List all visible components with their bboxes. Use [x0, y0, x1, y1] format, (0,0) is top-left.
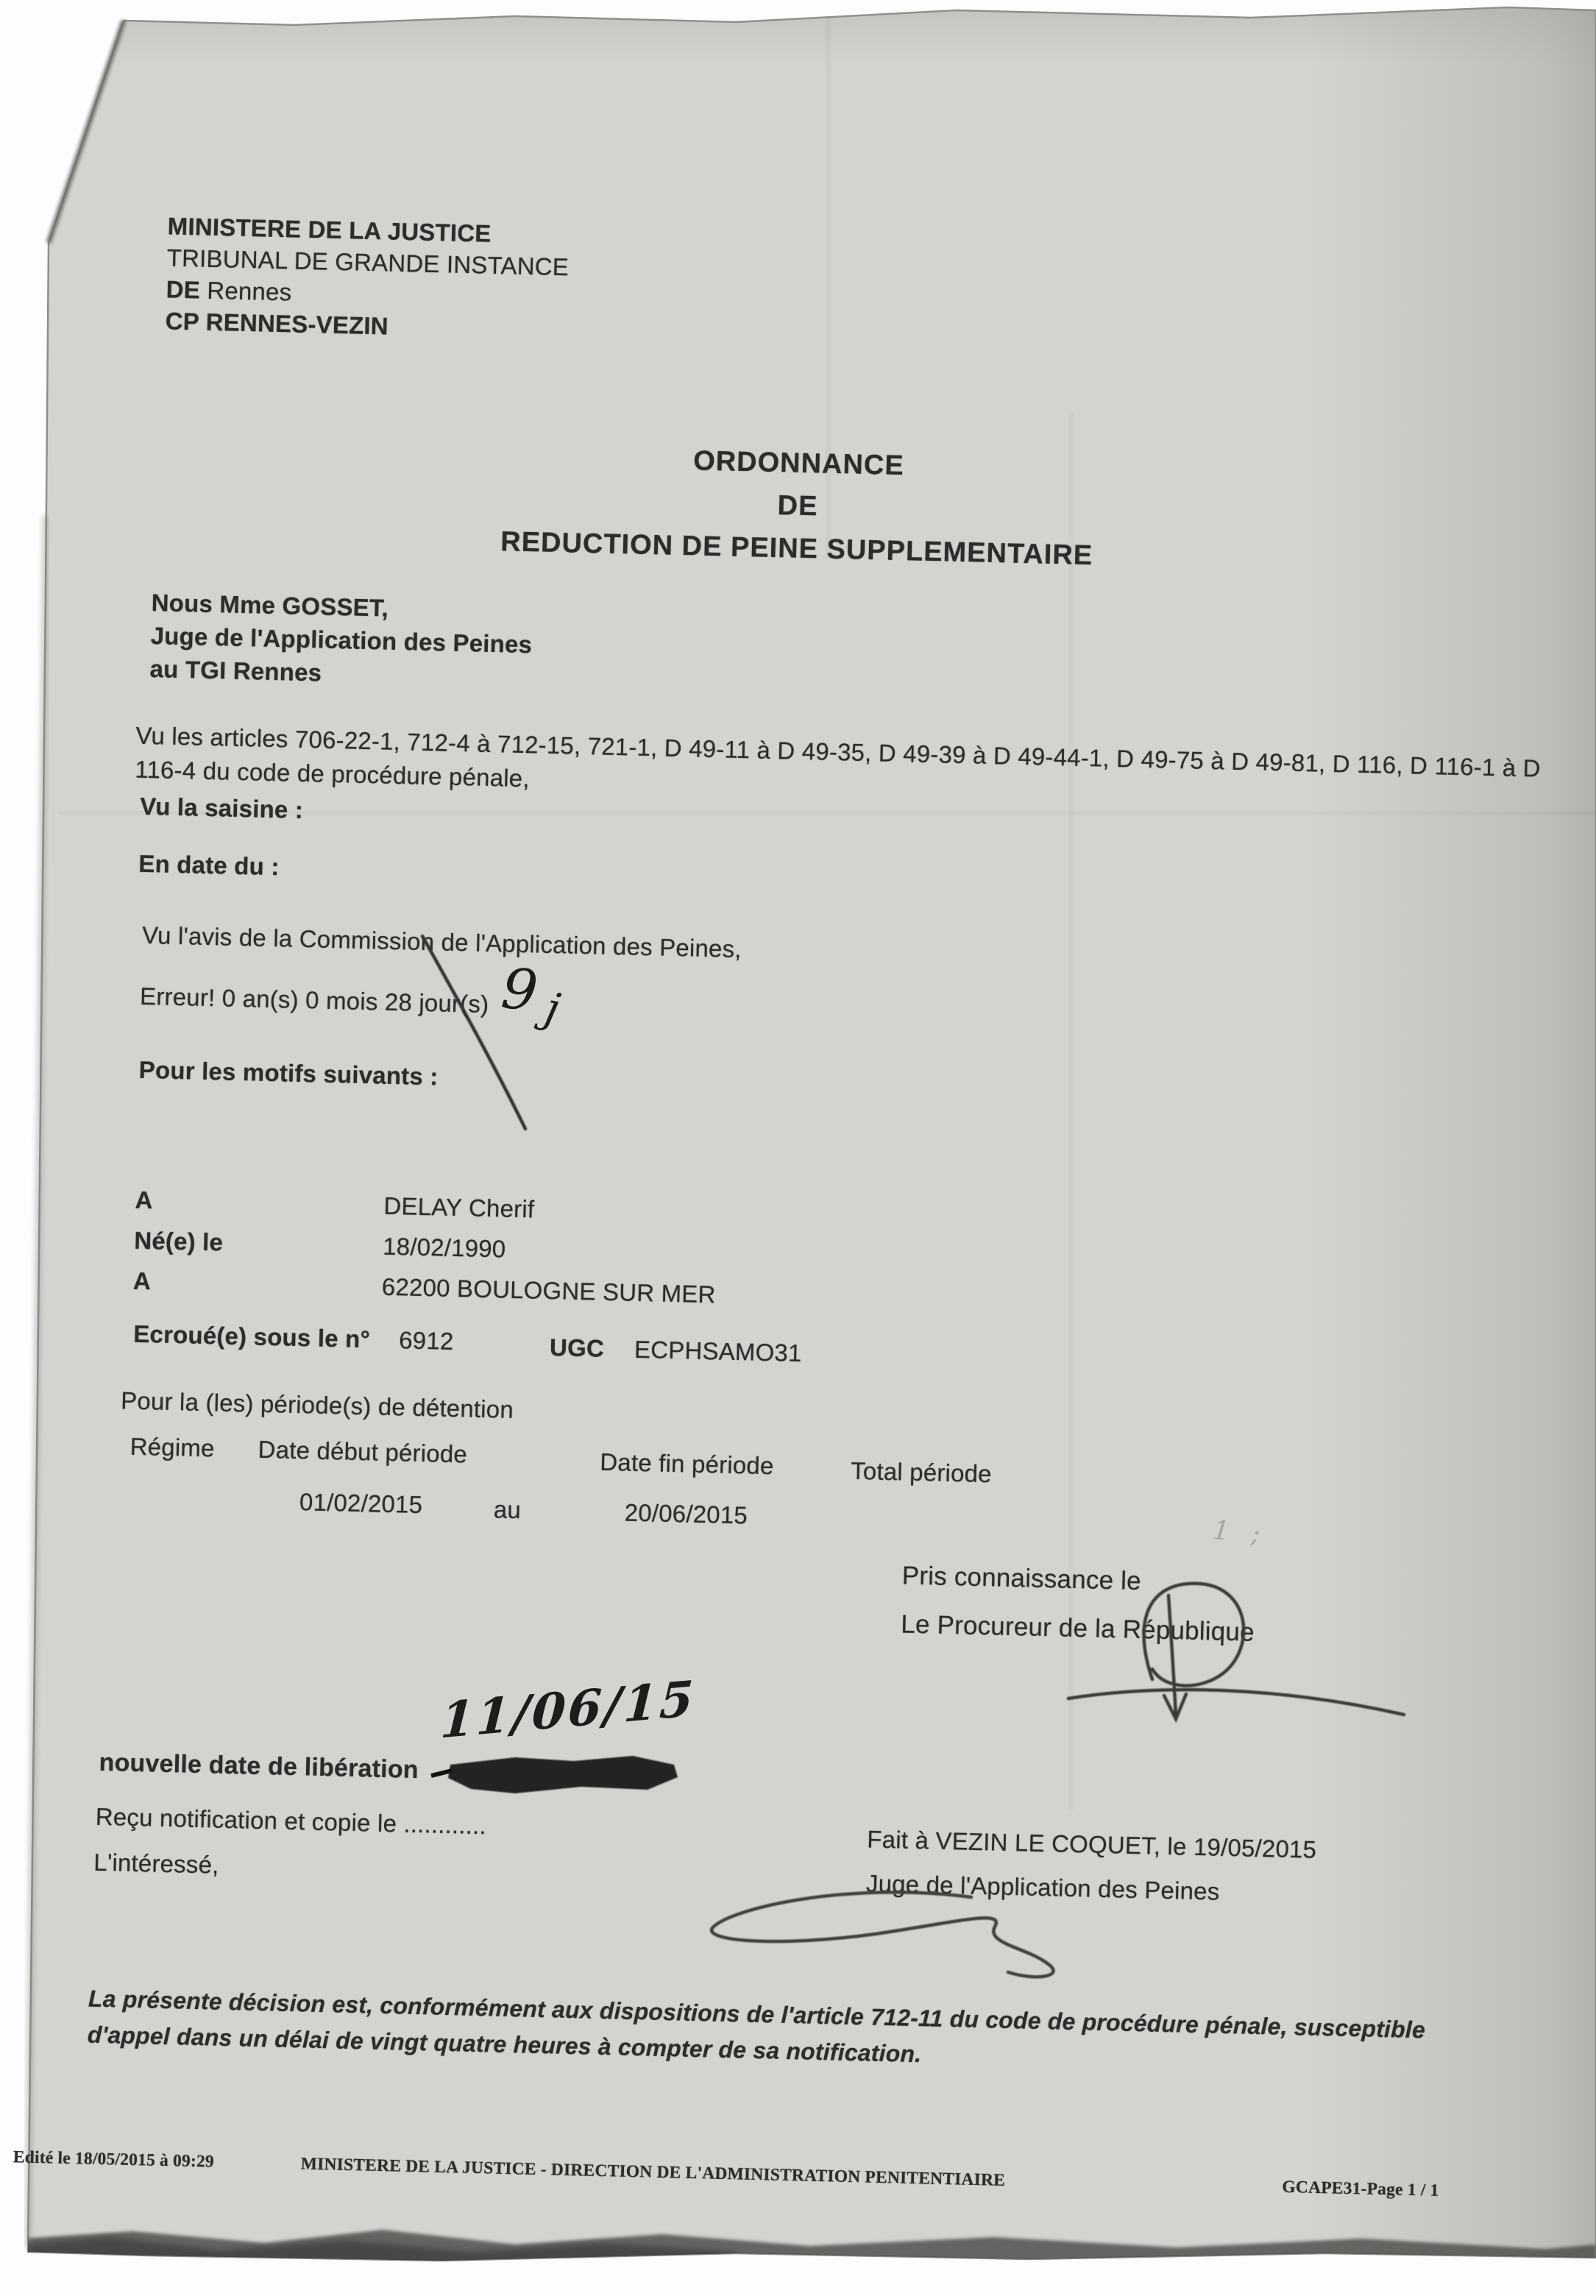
identity-ne-label: Né(e) le	[133, 1226, 224, 1256]
footer-edited: Edité le 18/05/2015 à 09:29	[13, 2147, 215, 2172]
detention-col-total: Total période	[850, 1456, 993, 1488]
erreur-line: Erreur! 0 an(s) 0 mois 28 jour(s)	[139, 982, 489, 1018]
pris-connaissance-line: Pris connaissance le	[901, 1561, 1142, 1596]
identity-birthplace: 62200 BOULOGNE SUR MER	[381, 1272, 717, 1308]
ugc-label: UGC	[549, 1333, 605, 1362]
ugc-value: ECPHSAMO31	[634, 1335, 802, 1367]
handwritten-days: 9	[498, 954, 541, 1024]
judge-signature	[712, 1892, 1053, 1977]
fait-judge-line: Juge de l'Application des Peines	[865, 1869, 1220, 1905]
footer-right: GCAPE31-Page 1 / 1	[1282, 2177, 1439, 2200]
nouvelle-date-label: nouvelle date de libération	[99, 1748, 419, 1785]
handwritten-j-mark: j	[541, 982, 564, 1035]
identity-a2-label: A	[132, 1266, 152, 1295]
motifs-line: Pour les motifs suivants :	[138, 1055, 439, 1091]
articles-paragraph: Vu les articles 706-22-1, 712-4 à 712-15, 721-1, D 49-11 à D 49-35, D 49-39 à D 49-44-1, D 49-75 à D 49-81, D 116, D 116-1 à D 116-4 du code de procédure pénale,	[134, 721, 1542, 793]
judge-line-2: Juge de l'Application des Peines	[150, 622, 533, 659]
interesse-line: L'intéressé,	[93, 1848, 219, 1879]
en-date-du: En date du :	[138, 849, 280, 881]
avis-line: Vu l'avis de la Commission de l'Application des Peines,	[141, 921, 742, 963]
letterhead-tribunal: TRIBUNAL DE GRANDE INSTANCE	[166, 244, 570, 281]
fait-line: Fait à VEZIN LE COQUET, le 19/05/2015	[867, 1825, 1317, 1863]
judge-line-1: Nous Mme GOSSET,	[151, 589, 389, 622]
ecroue-number: 6912	[398, 1326, 454, 1356]
procureur-line: Le Procureur de la République	[900, 1609, 1255, 1647]
title-line-1: ORDONNANCE	[692, 445, 905, 482]
redacted-date	[448, 1756, 678, 1793]
detention-intro: Pour la (les) période(s) de détention	[120, 1386, 514, 1423]
identity-a-label: A	[135, 1186, 154, 1214]
footer-center: MINISTERE DE LA JUSTICE - DIRECTION DE L'ADMINISTRATION PENITENTIAIRE	[300, 2154, 1006, 2191]
detention-au: au	[493, 1495, 522, 1524]
title-line-3: REDUCTION DE PEINE SUPPLEMENTAIRE	[500, 526, 1093, 572]
detention-date-debut: 01/02/2015	[299, 1488, 423, 1519]
vu-saisine: Vu la saisine :	[139, 792, 304, 824]
title-line-2: DE	[777, 490, 818, 522]
letterhead-de-value: Rennes	[206, 276, 292, 306]
recu-notification: Reçu notification et copie le ............	[95, 1802, 487, 1840]
handwritten-pris-date: 1 ;	[1211, 1514, 1269, 1551]
letterhead-cp: CP RENNES-VEZIN	[165, 307, 389, 340]
detention-col-regime: Régime	[130, 1432, 216, 1462]
procureur-signature	[1068, 1584, 1404, 1719]
detention-col-fin: Date fin période	[599, 1448, 774, 1480]
handwritten-liberation-date: 11/06/15	[439, 1669, 698, 1750]
ecroue-label: Ecroué(e) sous le n°	[132, 1319, 371, 1353]
identity-name: DELAY Cherif	[383, 1191, 535, 1223]
legal-notice: La présente décision est, conformément aux dispositions de l'article 712-11 du code de procédure pénale, susceptible d'appel dans un délai de vingt quatre heures à compter de sa notification.	[87, 1985, 1426, 2068]
judge-line-3: au TGI Rennes	[149, 655, 322, 687]
detention-col-debut: Date début période	[258, 1435, 468, 1468]
letterhead-ministry: MINISTERE DE LA JUSTICE	[167, 212, 492, 247]
identity-birthdate: 18/02/1990	[382, 1232, 506, 1263]
letterhead-de-label: DE	[166, 275, 201, 304]
detention-date-fin: 20/06/2015	[624, 1498, 748, 1529]
